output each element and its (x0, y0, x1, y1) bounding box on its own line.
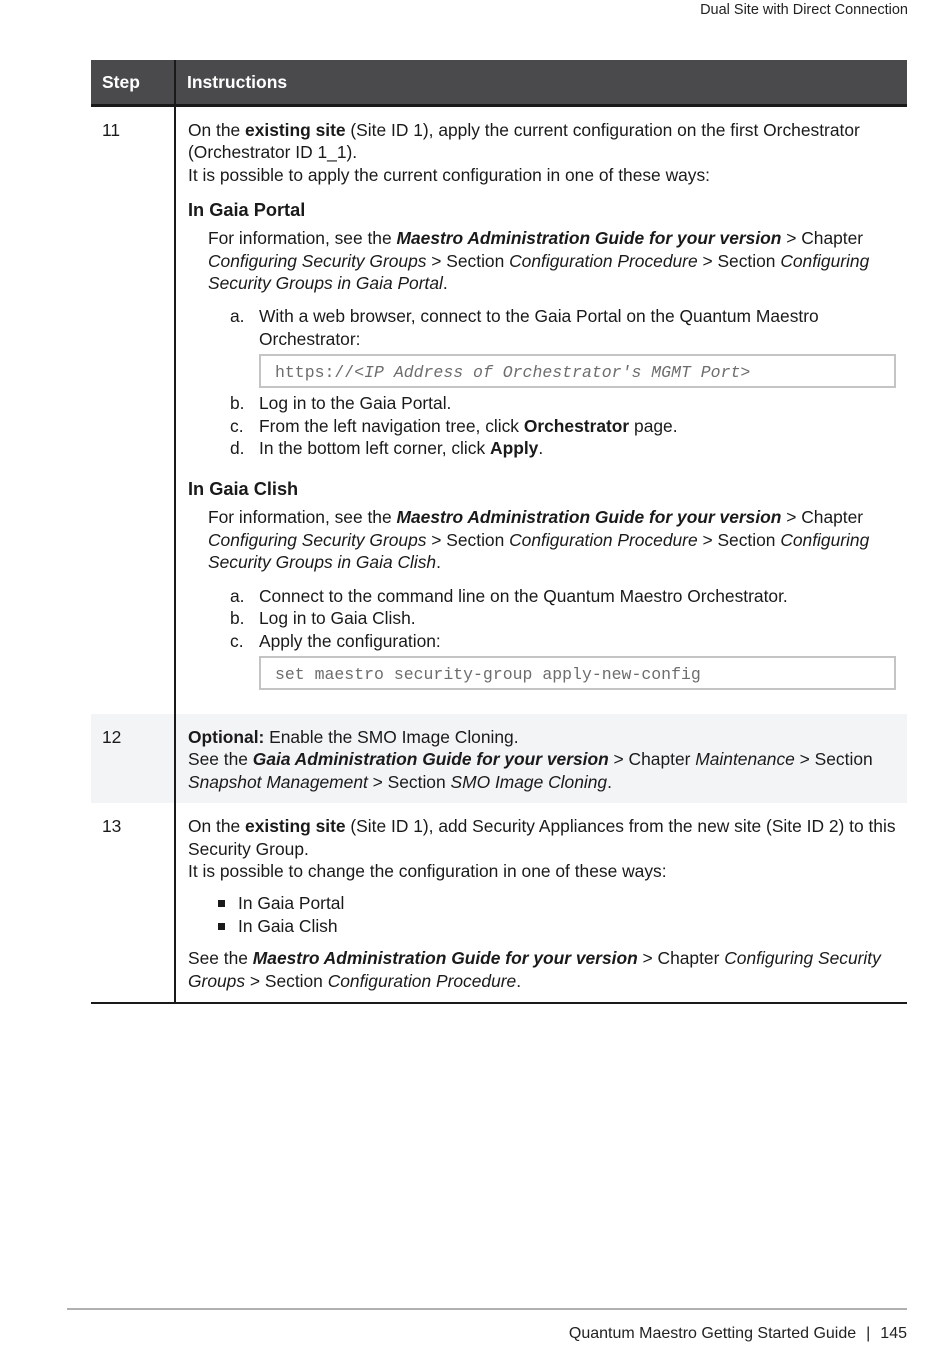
text: > Chapter (608, 749, 696, 770)
text: Log in to the Gaia Portal. (259, 393, 452, 414)
step-number: 13 (91, 803, 175, 1003)
text: Log in to Gaia Clish. (259, 608, 416, 629)
list-marker: c. (230, 415, 244, 436)
text: From the left navigation tree, click (259, 415, 524, 436)
list-item (238, 915, 907, 937)
column-header-instructions: Instructions (175, 60, 907, 106)
text: > Section (367, 771, 451, 792)
page-number: 145 (880, 1325, 907, 1342)
text: . (607, 771, 612, 792)
optional-label: Optional: (188, 726, 265, 747)
text: > Section (426, 250, 510, 271)
step-instructions (175, 714, 907, 803)
steps-table (91, 60, 907, 1004)
text: > Section (245, 970, 328, 991)
step-number: 12 (91, 714, 175, 803)
portal-reference (208, 227, 907, 294)
table-row-step-11 (91, 106, 907, 714)
list-item (230, 437, 907, 459)
text: > Section (697, 250, 781, 271)
text: > Section (697, 529, 781, 550)
footer-divider (67, 1308, 907, 1310)
step-12-reference (188, 748, 907, 793)
list-marker: a. (230, 585, 245, 606)
list-item (230, 585, 907, 607)
text: Enable the SMO Image Cloning. (264, 726, 519, 747)
step-13-intro (188, 815, 907, 860)
clish-steps-list (188, 585, 907, 690)
code-text: https:// (275, 363, 355, 383)
text: > Chapter (781, 228, 864, 249)
step-12-intro (188, 726, 907, 748)
text: . (516, 970, 522, 991)
clish-reference (208, 506, 907, 573)
chapter-name: Configuring Security Groups (188, 948, 881, 991)
list-marker: c. (230, 630, 244, 651)
step-13-reference (188, 947, 907, 992)
section-name: Configuration Procedure (327, 970, 517, 991)
text: . (442, 273, 448, 294)
text: . (538, 438, 544, 459)
text: > Section (794, 749, 873, 770)
list-marker: d. (230, 438, 245, 459)
chapter-name: Configuring Security Groups (208, 529, 427, 550)
guide-title: Gaia Administration Guide for your version (252, 749, 609, 770)
text: > Section (426, 529, 510, 550)
text: > Chapter (781, 507, 864, 528)
square-bullet-icon (218, 900, 225, 907)
step-13-ways: It is possible to change the configuration in one of these ways: (188, 860, 667, 881)
step-11-intro (188, 119, 907, 164)
step-instructions (175, 803, 907, 1003)
chapter-name: Maintenance (695, 749, 795, 770)
step-instructions (175, 106, 907, 714)
section-name: Snapshot Management (188, 771, 368, 792)
list-item (230, 630, 907, 690)
section-name: SMO Image Cloning (450, 771, 608, 792)
list-item (238, 892, 907, 914)
text: (Site ID 1), apply the current configuration on the first Orchestrator (Orchestrator ID 1_1). (188, 120, 860, 163)
ui-term-orchestrator: Orchestrator (523, 415, 630, 436)
list-marker: a. (230, 306, 245, 327)
guide-title: Maestro Administration Guide for your version (252, 948, 638, 969)
portal-steps-list (188, 305, 907, 459)
square-bullet-icon (218, 923, 225, 930)
text: On the (188, 816, 246, 837)
list-marker: b. (230, 393, 245, 414)
footer-guide-title: Quantum Maestro Getting Started Guide (568, 1325, 857, 1342)
list-item (230, 305, 907, 388)
column-header-step: Step (91, 60, 175, 106)
text: See the (188, 749, 253, 770)
table-row-step-13 (91, 803, 907, 1003)
guide-title: Maestro Administration Guide for your version (396, 228, 782, 249)
footer-separator: | (866, 1325, 871, 1342)
step-number: 11 (91, 106, 175, 714)
list-item (230, 607, 907, 629)
code-block-command: set maestro security-group apply-new-config (259, 656, 896, 690)
text: For information, see the (208, 507, 397, 528)
running-header: Dual Site with Direct Connection (700, 2, 908, 18)
text: With a web browser, connect to the Gaia Portal on the Quantum Maestro Orchestrator: (259, 306, 819, 349)
section-name: Configuring Security Groups in Gaia Clish (208, 529, 870, 573)
guide-title: Maestro Administration Guide for your version (396, 507, 782, 528)
text: > Chapter (637, 948, 725, 969)
section-name: Configuring Security Groups in Gaia Portal (208, 250, 870, 294)
list-marker: b. (230, 608, 245, 629)
text: In Gaia Clish (238, 915, 338, 936)
text: . (436, 552, 441, 573)
text: Connect to the command line on the Quantum Maestro Orchestrator. (259, 585, 788, 606)
step-11-ways: It is possible to apply the current configuration in one of these ways: (188, 164, 711, 185)
table-header-row (91, 60, 907, 106)
ui-term-apply: Apply (490, 438, 539, 459)
ways-list (188, 892, 907, 937)
heading-gaia-portal: In Gaia Portal (188, 200, 306, 221)
code-block-url (259, 354, 896, 388)
emphasis-existing-site: existing site (245, 120, 346, 140)
text: page. (629, 415, 678, 436)
text: (Site ID 1), add Security Appliances from the new site (Site ID 2) to this Security Group. (188, 816, 896, 859)
chapter-name: Configuring Security Groups (208, 250, 427, 271)
code-placeholder: <IP Address of Orchestrator's MGMT Port> (354, 363, 751, 383)
text: Apply the configuration: (259, 630, 441, 651)
table-row-step-12 (91, 714, 907, 803)
text: See the (188, 948, 253, 969)
text: In Gaia Portal (238, 893, 345, 914)
text: For information, see the (208, 228, 397, 249)
text: On the (188, 120, 246, 140)
list-item (230, 415, 907, 437)
heading-gaia-clish: In Gaia Clish (188, 479, 299, 500)
emphasis-existing-site: existing site (245, 816, 346, 837)
list-item (230, 392, 907, 414)
text: In the bottom left corner, click (259, 438, 491, 459)
section-name: Configuration Procedure (509, 250, 698, 271)
page-footer (569, 1325, 907, 1343)
section-name: Configuration Procedure (509, 529, 698, 550)
